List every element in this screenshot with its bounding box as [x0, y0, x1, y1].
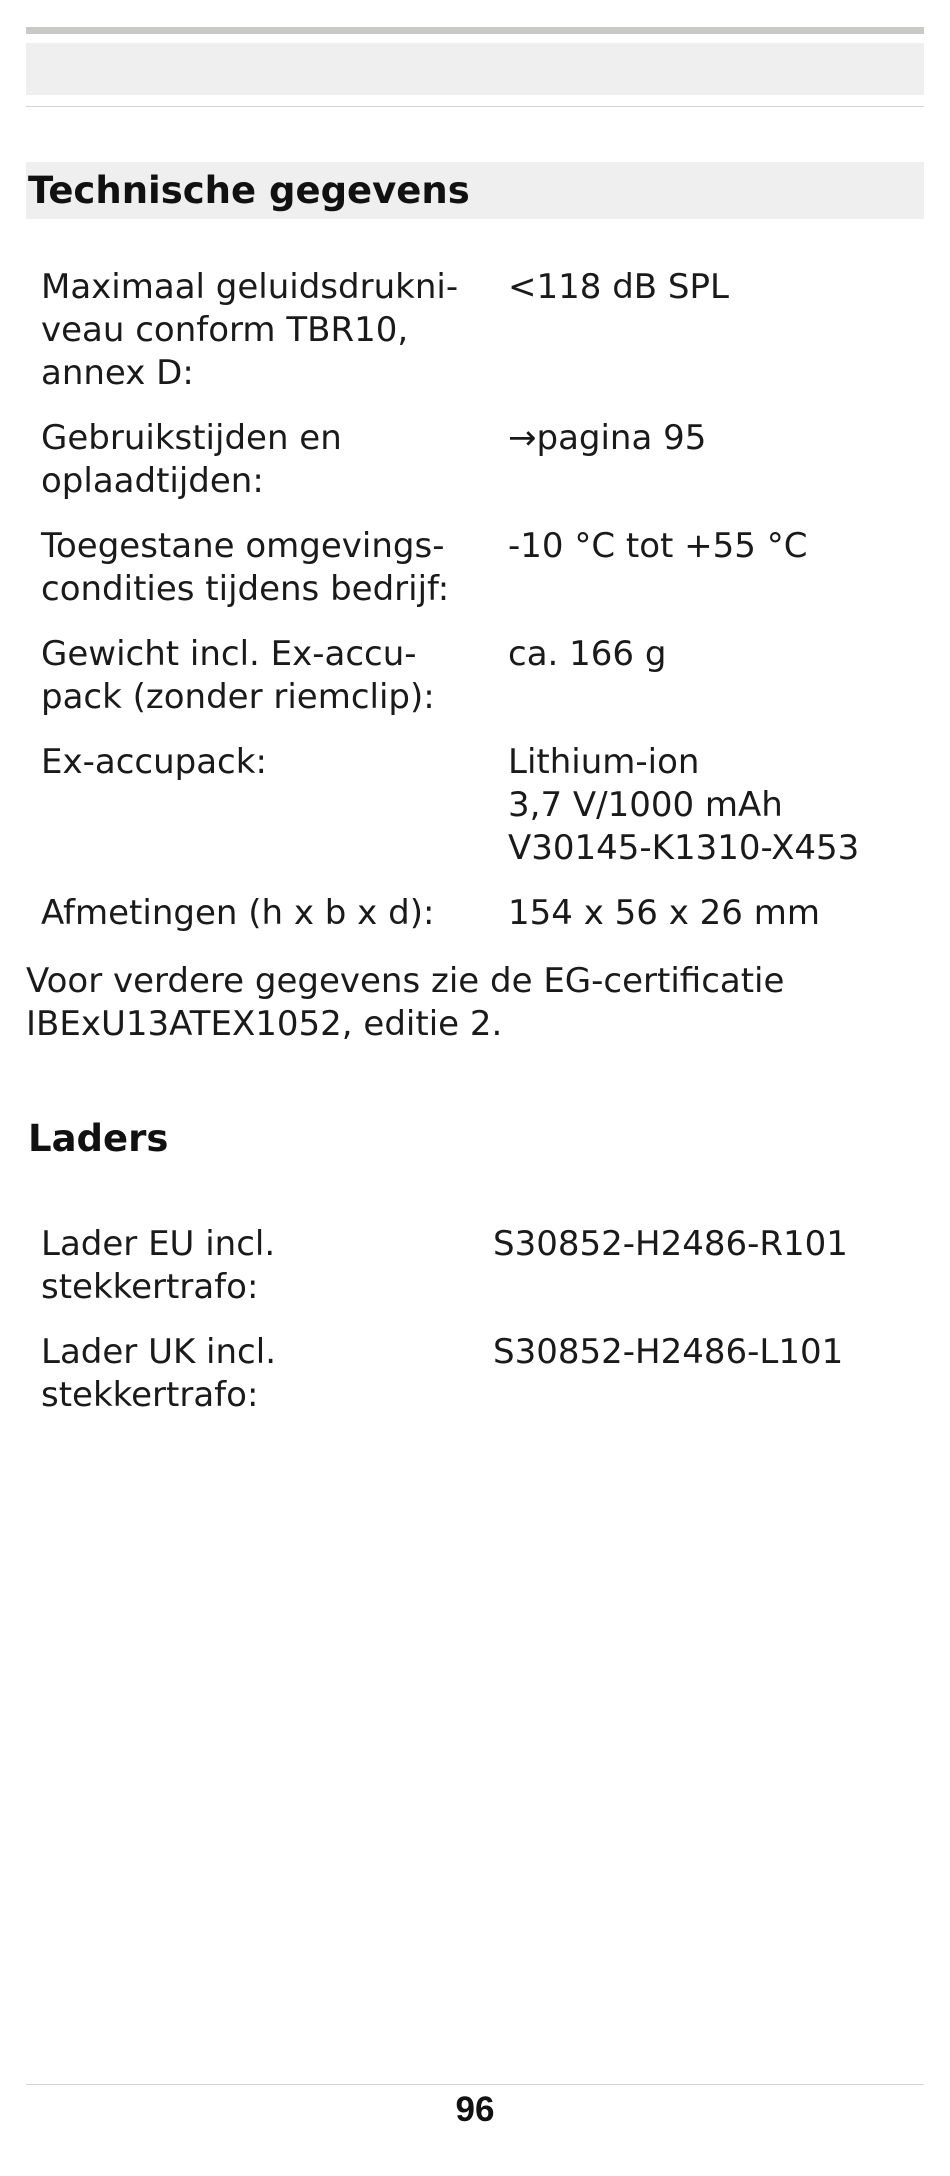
section-title-laders: Laders [28, 1117, 169, 1160]
spec-label: Maximaal geluidsdrukni- veau conform TBR10, annex D: [41, 267, 459, 393]
page-number: 96 [455, 2090, 495, 2129]
header-divider [26, 106, 924, 107]
chargers-spec-table [26, 1223, 924, 1439]
spec-label: Lader UK incl. stekkertrafo: [41, 1332, 276, 1415]
header-top-rule [26, 27, 924, 34]
spec-value-part-number: S30852-H2486-L101 [493, 1332, 844, 1372]
spec-label: Lader EU incl. stekkertrafo: [41, 1224, 276, 1307]
spec-value: 154 x 56 x 26 mm [508, 893, 820, 933]
spec-label: Gebruikstijden en oplaadtijden: [41, 418, 342, 501]
spec-row-weight [26, 633, 924, 719]
header-band [26, 43, 924, 95]
spec-label: Toegestane omgevings- condities tijdens bedrijf: [41, 526, 450, 609]
spec-label: Afmetingen (h x b x d): [41, 893, 435, 933]
spec-row-dimensions [26, 892, 924, 935]
spec-row-operating-conditions [26, 525, 924, 611]
spec-row-sound-pressure [26, 266, 924, 395]
footer-divider [26, 2084, 924, 2085]
spec-label: Ex-accupack: [41, 742, 267, 782]
spec-row-charger-eu [26, 1223, 924, 1309]
spec-label: Gewicht incl. Ex-accu- pack (zonder riemclip): [41, 634, 435, 717]
spec-value: Lithium-ion 3,7 V/1000 mAh V30145-K1310-X453 [508, 742, 860, 868]
certification-note: Voor verdere gegevens zie de EG-certificatie IBExU13ATEX1052, editie 2. [26, 961, 785, 1044]
spec-value: -10 °C tot +55 °C [508, 526, 808, 566]
spec-row-usage-times [26, 417, 924, 503]
spec-value-part-number: S30852-H2486-R101 [493, 1224, 848, 1264]
spec-value: <118 dB SPL [508, 267, 729, 307]
spec-row-battery-pack [26, 741, 924, 870]
spec-value-page-reference: →pagina 95 [508, 418, 707, 458]
section-title-technische-gegevens: Technische gegevens [26, 162, 924, 219]
technical-spec-table [26, 266, 924, 935]
spec-row-charger-uk [26, 1331, 924, 1417]
spec-value: ca. 166 g [508, 634, 667, 674]
